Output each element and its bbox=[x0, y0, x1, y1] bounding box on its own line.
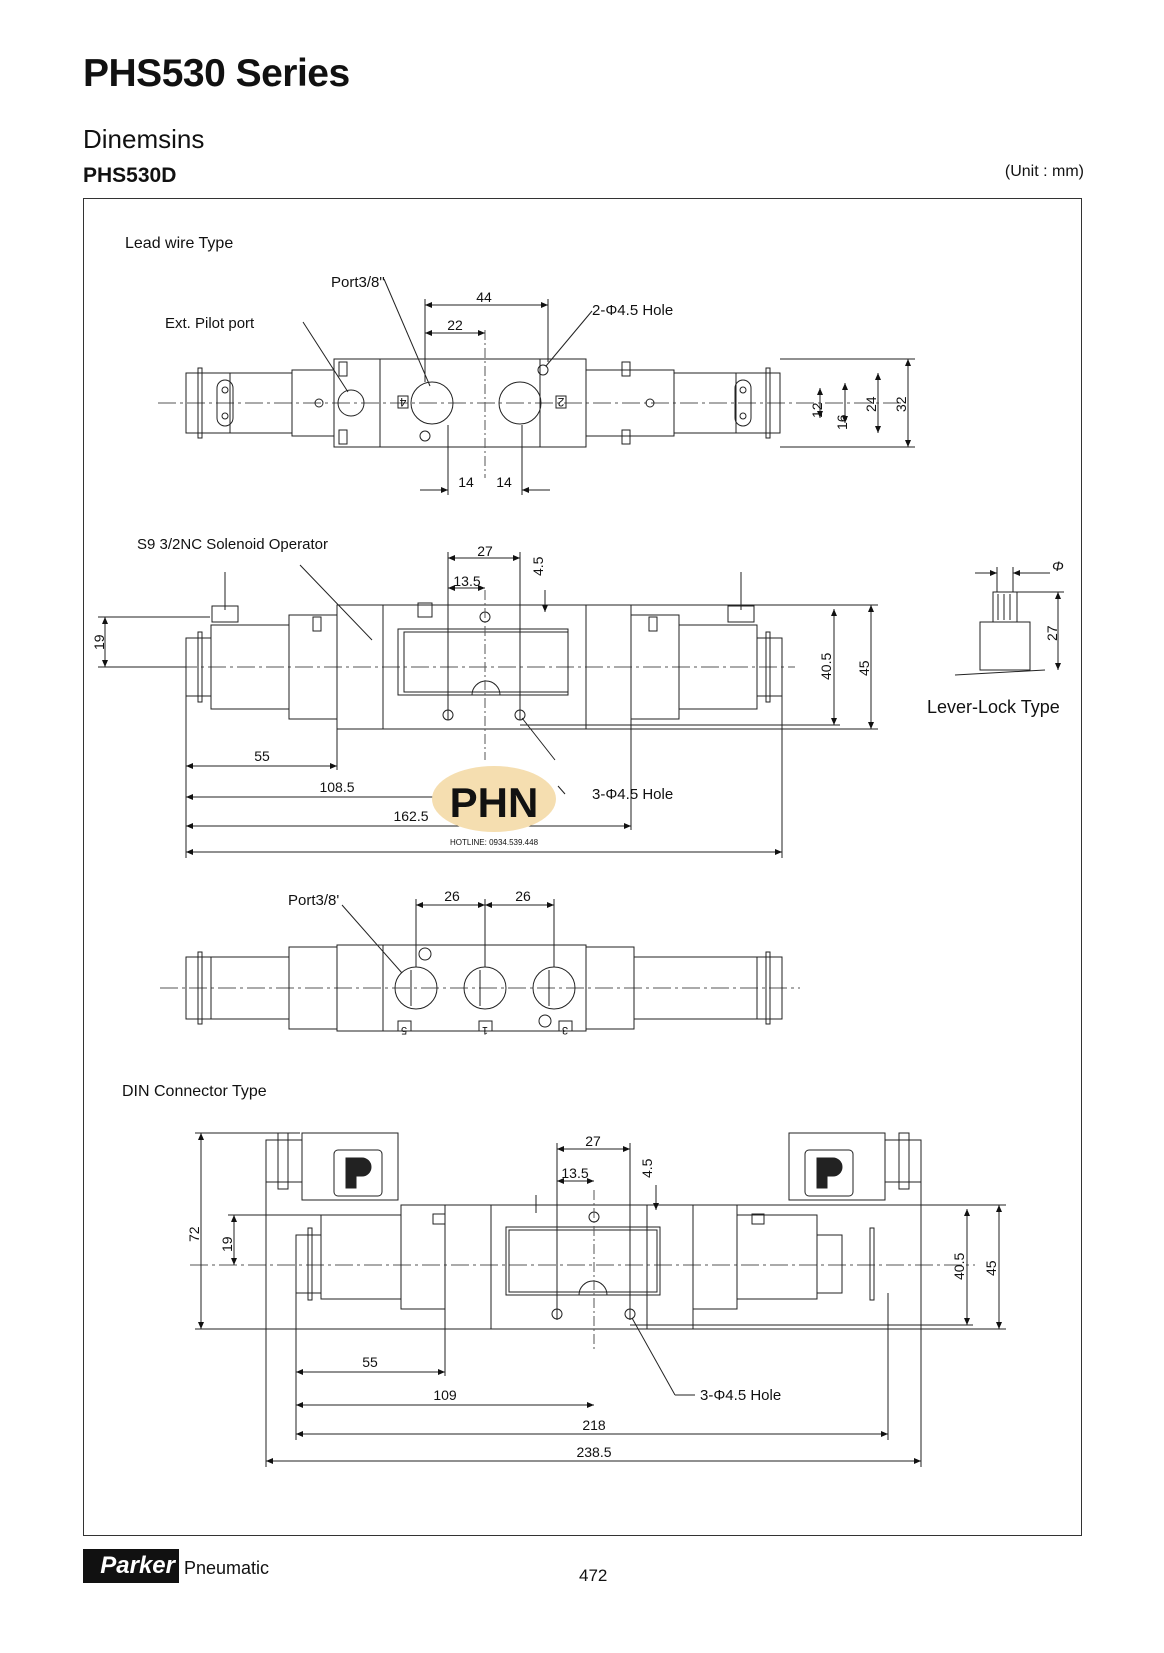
dim-24: 24 bbox=[863, 396, 879, 412]
dim-108-5: 108.5 bbox=[319, 779, 355, 795]
dim-13-5: 13.5 bbox=[453, 573, 481, 589]
din-dim-218: 218 bbox=[582, 1417, 606, 1433]
port-mark-1: 1 bbox=[481, 1024, 489, 1036]
din-dim-27: 27 bbox=[585, 1133, 601, 1149]
section-subtitle: Dinemsins bbox=[83, 124, 205, 154]
label-port-bottom: Port3/8' bbox=[288, 892, 340, 909]
din-dim-45: 45 bbox=[983, 1260, 999, 1276]
dim-162-5: 162.5 bbox=[393, 808, 429, 824]
watermark-text: PHN bbox=[449, 779, 539, 826]
label-solenoid: S9 3/2NC Solenoid Operator bbox=[137, 536, 328, 553]
dim-4-5: 4.5 bbox=[530, 556, 546, 576]
din-title: DIN Connector Type bbox=[122, 1083, 267, 1100]
dim-19: 19 bbox=[91, 634, 107, 650]
dim-16: 16 bbox=[834, 414, 850, 430]
dim-lever-27: 27 bbox=[1044, 625, 1060, 641]
dim-44: 44 bbox=[476, 289, 492, 305]
dim-14-right: 14 bbox=[496, 474, 512, 490]
din-hole-label: 3-Φ4.5 Hole bbox=[700, 1387, 782, 1404]
watermark-logo bbox=[432, 766, 556, 847]
dim-27: 27 bbox=[477, 543, 493, 559]
port-mark-2: 2 bbox=[557, 395, 565, 409]
series-title: PHS530 Series bbox=[83, 52, 350, 95]
dim-22: 22 bbox=[447, 317, 463, 333]
label-port-top: Port3/8" bbox=[331, 274, 385, 291]
dim-phi: Φ bbox=[1052, 558, 1064, 574]
din-dim-4-5: 4.5 bbox=[639, 1158, 655, 1178]
din-dim-40-5: 40.5 bbox=[951, 1252, 967, 1280]
side-view-drawing bbox=[98, 552, 1064, 858]
din-dim-109: 109 bbox=[433, 1387, 457, 1403]
dim-40-5: 40.5 bbox=[818, 652, 834, 680]
dim-26-left: 26 bbox=[444, 888, 460, 904]
port-mark-4: 4 bbox=[399, 395, 407, 409]
dim-14-left: 14 bbox=[458, 474, 474, 490]
dim-32: 32 bbox=[893, 396, 909, 412]
din-dim-238-5: 238.5 bbox=[576, 1444, 612, 1460]
label-hole-mid: 3-Φ4.5 Hole bbox=[592, 786, 674, 803]
bottom-view-drawing bbox=[160, 899, 800, 1031]
dim-26-right: 26 bbox=[515, 888, 531, 904]
din-dim-13-5: 13.5 bbox=[561, 1165, 589, 1181]
label-lever-lock: Lever-Lock Type bbox=[927, 697, 1060, 717]
dim-12: 12 bbox=[809, 402, 825, 418]
unit-note: (Unit : mm) bbox=[1004, 163, 1084, 180]
parker-logo: Parker bbox=[83, 1549, 179, 1583]
page-number: 472 bbox=[579, 1566, 608, 1585]
model-name: PHS530D bbox=[83, 164, 177, 187]
port-mark-3: 3 bbox=[561, 1024, 569, 1036]
port-mark-5: 5 bbox=[400, 1024, 408, 1036]
lead-wire-title: Lead wire Type bbox=[125, 235, 234, 252]
dim-45: 45 bbox=[856, 660, 872, 676]
label-ext-pilot: Ext. Pilot port bbox=[165, 315, 255, 332]
watermark-hotline: HOTLINE: 0934.539.448 bbox=[449, 838, 539, 847]
din-dim-19: 19 bbox=[219, 1236, 235, 1252]
din-dim-72: 72 bbox=[186, 1226, 202, 1242]
dim-55: 55 bbox=[254, 748, 270, 764]
top-view-drawing bbox=[158, 279, 915, 495]
footer-pneumatic: Pneumatic bbox=[184, 1558, 270, 1578]
label-hole-top: 2-Φ4.5 Hole bbox=[592, 302, 674, 319]
din-dim-55: 55 bbox=[362, 1354, 378, 1370]
